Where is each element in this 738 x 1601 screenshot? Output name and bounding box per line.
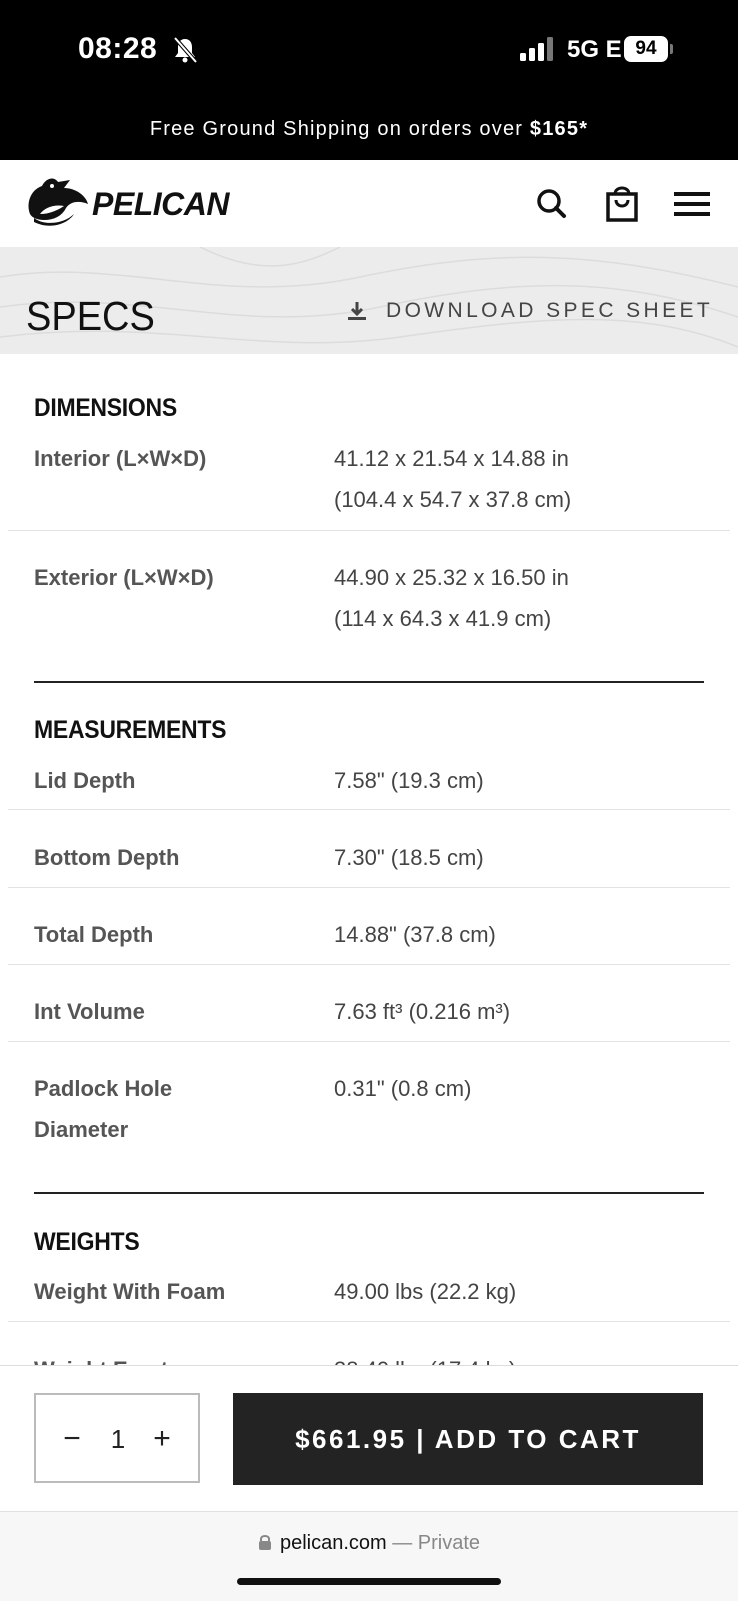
url-domain: pelican.com — [279, 1532, 387, 1554]
brand-name: PELICAN — [92, 186, 229, 222]
spec-value: 7.30" (18.5 cm) — [334, 845, 484, 870]
spec-label: Weight With Foam — [34, 1279, 226, 1304]
home-indicator[interactable] — [237, 1578, 501, 1585]
promo-text: Free Ground Shipping on orders over — [149, 118, 530, 140]
spec-value: 44.90 x 25.32 x 16.50 in (114 x 64.3 x 41.9 cm) — [334, 565, 569, 631]
search-icon[interactable] — [530, 182, 574, 226]
network-type: 5G E — [567, 36, 622, 63]
spec-value: 14.88" (37.8 cm) — [334, 922, 496, 947]
bell-muted-icon — [172, 36, 198, 64]
promo-amount: $165 — [529, 118, 580, 140]
quantity-value: 1 — [110, 1424, 126, 1454]
promo-suffix: * — [579, 118, 589, 140]
spec-value: 7.63 ft³ (0.216 m³) — [334, 999, 511, 1024]
section-title-weights: WEIGHTS — [34, 1228, 140, 1256]
specs-title: SPECS — [26, 294, 155, 340]
battery-icon — [624, 36, 672, 62]
url-display[interactable] — [0, 1532, 738, 1555]
increase-quantity-button[interactable]: + — [153, 1422, 171, 1455]
spec-label: Padlock Hole Diameter — [34, 1076, 173, 1142]
battery-level: 94 — [624, 36, 668, 62]
row-divider — [8, 964, 730, 965]
status-time: 08:28 — [78, 32, 158, 65]
download-spec-sheet-link[interactable] — [346, 296, 713, 326]
add-to-cart-button[interactable]: $661.95 | ADD TO CART — [233, 1393, 703, 1485]
spec-label: Bottom Depth — [34, 845, 180, 870]
row-divider — [8, 1321, 730, 1322]
promo-banner[interactable] — [0, 98, 738, 160]
spec-label: Int Volume — [34, 999, 145, 1024]
spec-value: 49.00 lbs (22.2 kg) — [334, 1279, 517, 1304]
signal-icon — [520, 37, 558, 61]
row-divider — [8, 887, 730, 888]
row-divider — [8, 530, 730, 531]
spec-label: Lid Depth — [34, 768, 136, 793]
lock-icon — [258, 1534, 272, 1550]
shopping-bag-icon[interactable] — [600, 182, 644, 226]
section-divider — [34, 681, 704, 683]
download-label: DOWNLOAD SPEC SHEET — [386, 299, 714, 322]
download-icon — [346, 300, 368, 322]
decrease-quantity-button[interactable]: − — [63, 1422, 81, 1455]
spec-value: 41.12 x 21.54 x 14.88 in (104.4 x 54.7 x 37.8 cm) — [334, 446, 572, 512]
spec-value: 7.58" (19.3 cm) — [334, 768, 484, 793]
site-header — [0, 160, 738, 248]
spec-label: Total Depth — [34, 922, 154, 947]
url-separator: — — [386, 1532, 418, 1554]
spec-label: Interior (L×W×D) — [34, 446, 207, 471]
row-divider — [8, 1041, 730, 1042]
section-title-measurements: MEASUREMENTS — [34, 716, 227, 744]
hamburger-menu-icon[interactable] — [670, 182, 714, 226]
pelican-logo[interactable] — [24, 174, 244, 230]
browser-address-bar[interactable] — [0, 1511, 738, 1601]
quantity-stepper[interactable] — [34, 1393, 200, 1483]
spec-value: 0.31" (0.8 cm) — [334, 1076, 472, 1101]
private-mode-label: Private — [417, 1532, 481, 1554]
spec-label: Exterior (L×W×D) — [34, 565, 214, 590]
section-divider — [34, 1192, 704, 1194]
section-title-dimensions: DIMENSIONS — [34, 394, 177, 422]
row-divider — [8, 809, 730, 810]
